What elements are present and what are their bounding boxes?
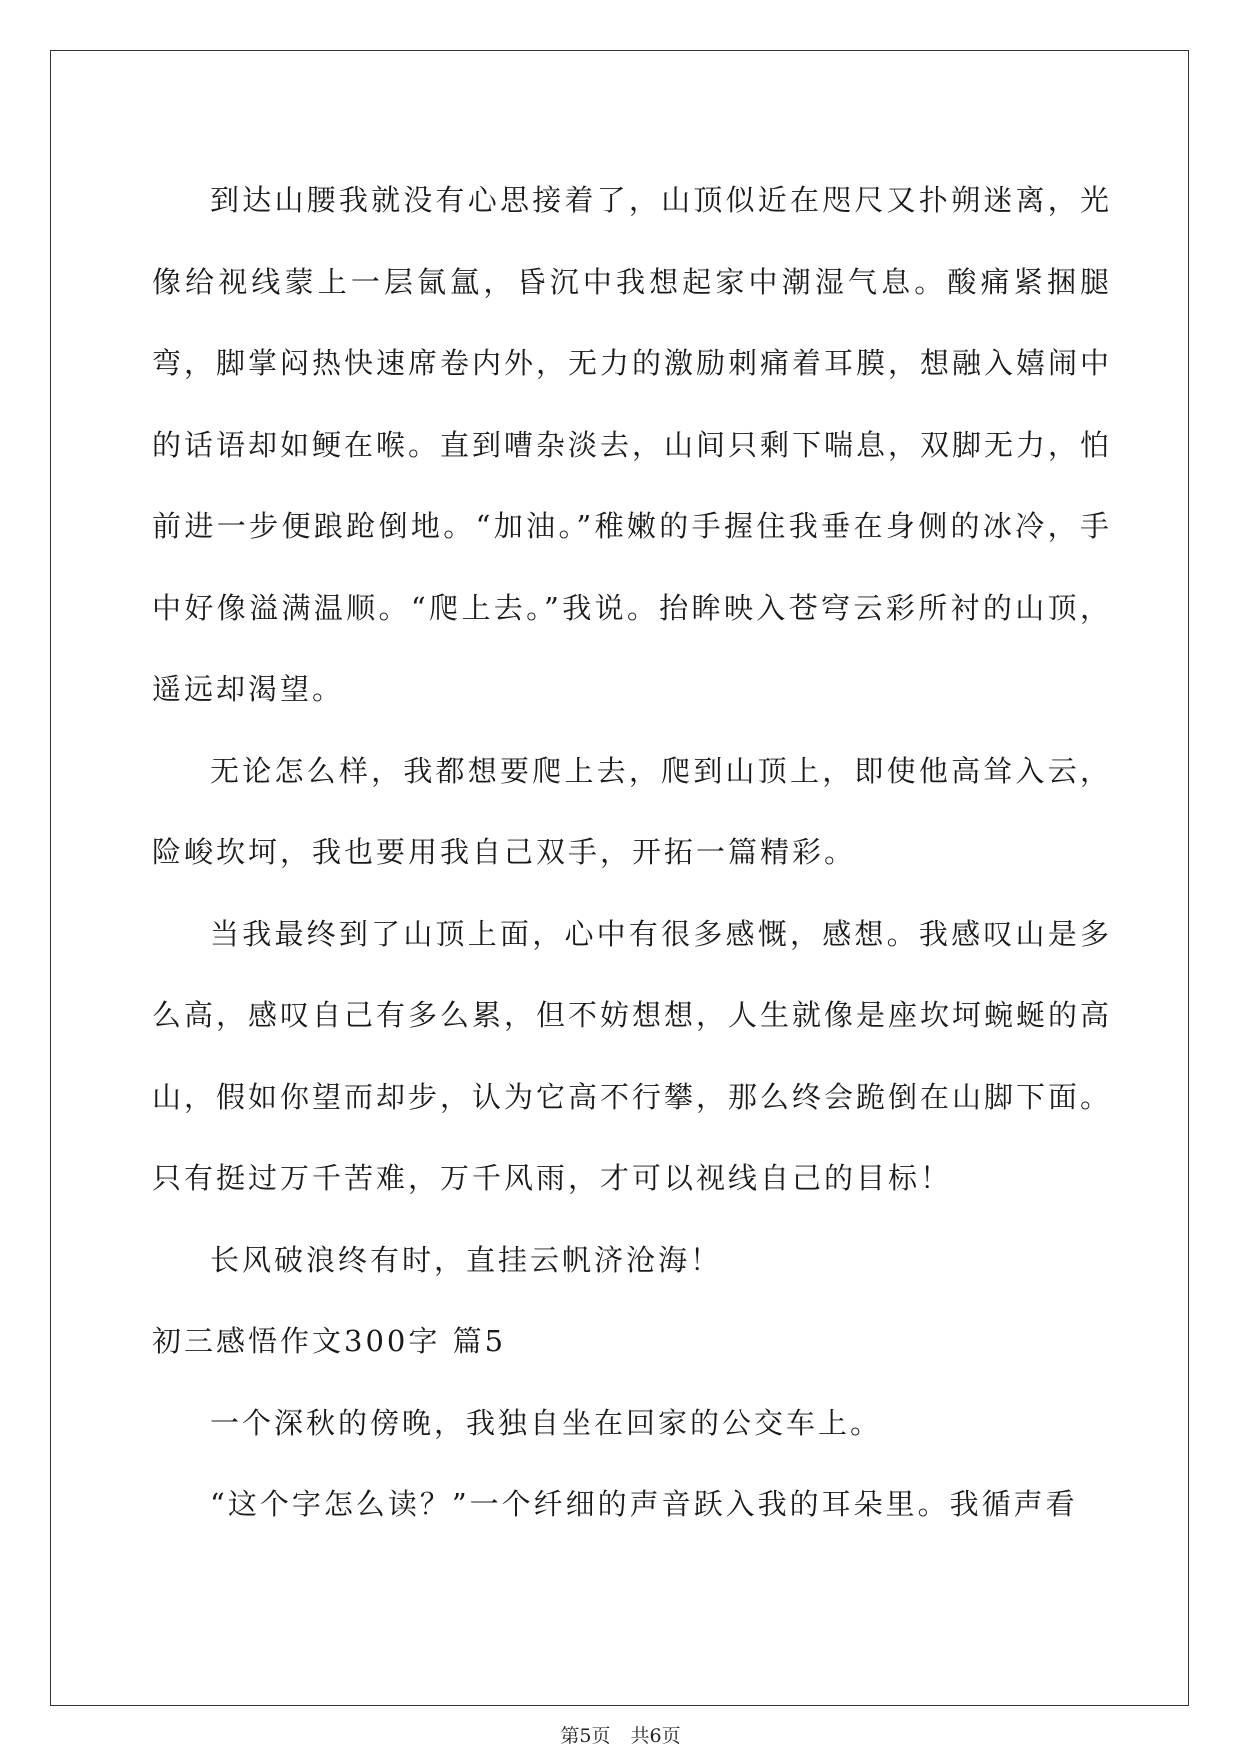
- paragraph-climbing-mountain: 到达山腰我就没有心思接着了，山顶似近在咫尺又扑朔迷离，光像给视线蒙上一层氤氲，昏沉中我想起家中潮湿气息。酸痛紧捆腿弯，脚掌闷热快速席卷内外，无力的激励刺痛着耳膜，想融入嬉闹中的话语却如鲠在喉。直到嘈杂淡去，山间只剩下喘息，双脚无力，怕前进一步便踉跄倒地。“加油。”稚嫩的手握住我垂在身侧的冰冷，手中好像溢满温顺。“爬上去。”我说。抬眸映入苍穹云彩所衬的山顶，遥远却渴望。: [152, 183, 1113, 706]
- paragraph-determination: 无论怎么样，我都想要爬上去，爬到山顶上，即使他高耸入云，险峻坎坷，我也要用我自己双手，开拓一篇精彩。: [152, 753, 1112, 869]
- page-footer: [0, 1725, 1241, 1747]
- section-heading: 初三感悟作文300字 篇5: [152, 1324, 507, 1358]
- paragraph-voice: “这个字怎么读？”一个纤细的声音跃入我的耳朵里。我循声看: [210, 1487, 1078, 1521]
- paragraph-autumn-evening: 一个深秋的傍晚，我独自坐在回家的公交车上。: [210, 1405, 883, 1440]
- total-page-count: 共6页: [630, 1725, 681, 1747]
- paragraph-poem-line: 长风破浪终有时，直挂云帆济沧海！: [210, 1242, 723, 1277]
- current-page-number: 第5页: [560, 1725, 611, 1747]
- document-body: [152, 160, 1112, 1546]
- paragraph-reflection: 当我最终到了山顶上面，心中有很多感慨，感想。我感叹山是多么高，感叹自己有多么累，但不妨想想，人生就像是座坎坷蜿蜒的高山，假如你望而却步，认为它高不行攀，那么终会跪倒在山脚下面。只有挺过万千苦难，万千风雨，才可以视线自己的目标！: [152, 916, 1113, 1195]
